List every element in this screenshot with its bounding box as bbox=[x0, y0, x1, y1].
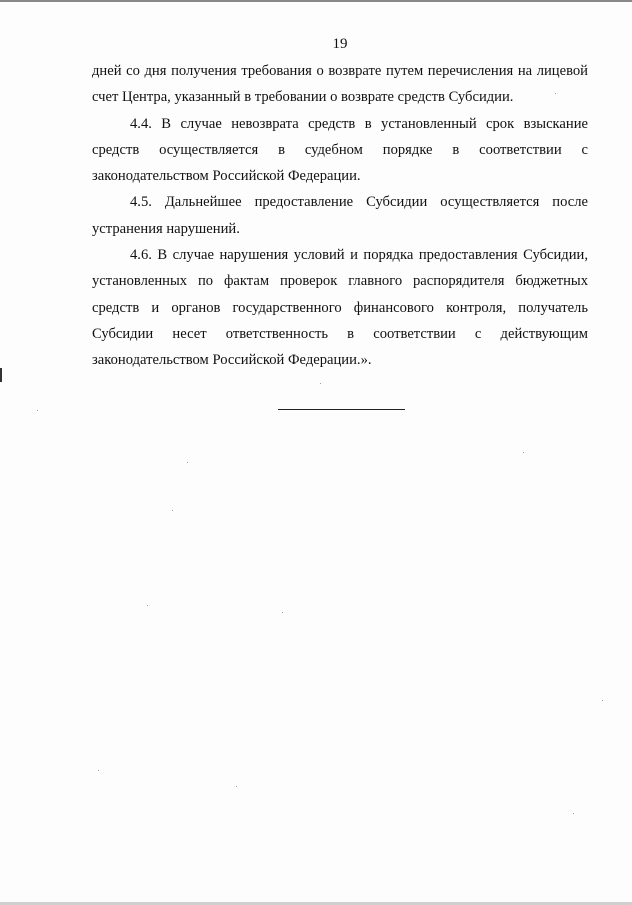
scan-speck bbox=[147, 605, 148, 606]
paragraph-4-5: 4.5. Дальнейшее предоставление Субсидии осуществляется после устранения нарушений. bbox=[92, 194, 588, 237]
scan-speck bbox=[320, 383, 321, 384]
scan-speck bbox=[187, 462, 188, 463]
paragraph-4-6: 4.6. В случае нарушения условий и порядка предоставления Субсидии, установленных по фактам проверок главного распорядителя бюджетных средств и органов государственного финансового контроля, получатель Субсидии несет ответственность в соответствии с действующим законодательством Российской Федерации.». bbox=[92, 247, 588, 369]
scan-speck bbox=[236, 786, 237, 787]
paragraph-4-4: 4.4. В случае невозврата средств в установленный срок взыскание средств осуществляется в судебном порядке в соответствии с законодательством Российской Федерации. bbox=[92, 115, 588, 185]
end-separator-line bbox=[278, 409, 405, 410]
scan-speck bbox=[555, 93, 556, 94]
scan-speck bbox=[282, 612, 283, 613]
page-number: 19 bbox=[332, 36, 348, 52]
page-top-edge bbox=[0, 0, 632, 2]
scan-speck bbox=[573, 813, 574, 814]
scan-speck bbox=[523, 452, 524, 453]
document-body bbox=[92, 58, 588, 374]
scan-speck bbox=[98, 770, 99, 771]
scan-speck bbox=[37, 410, 38, 411]
paragraph-continuation: дней со дня получения требования о возврате путем перечисления на лицевой счет Центра, указанный в требовании о возврате средств Субсидии. bbox=[92, 63, 588, 106]
scan-speck bbox=[172, 510, 173, 511]
scan-speck bbox=[602, 700, 603, 701]
scan-edge-mark bbox=[0, 368, 2, 382]
